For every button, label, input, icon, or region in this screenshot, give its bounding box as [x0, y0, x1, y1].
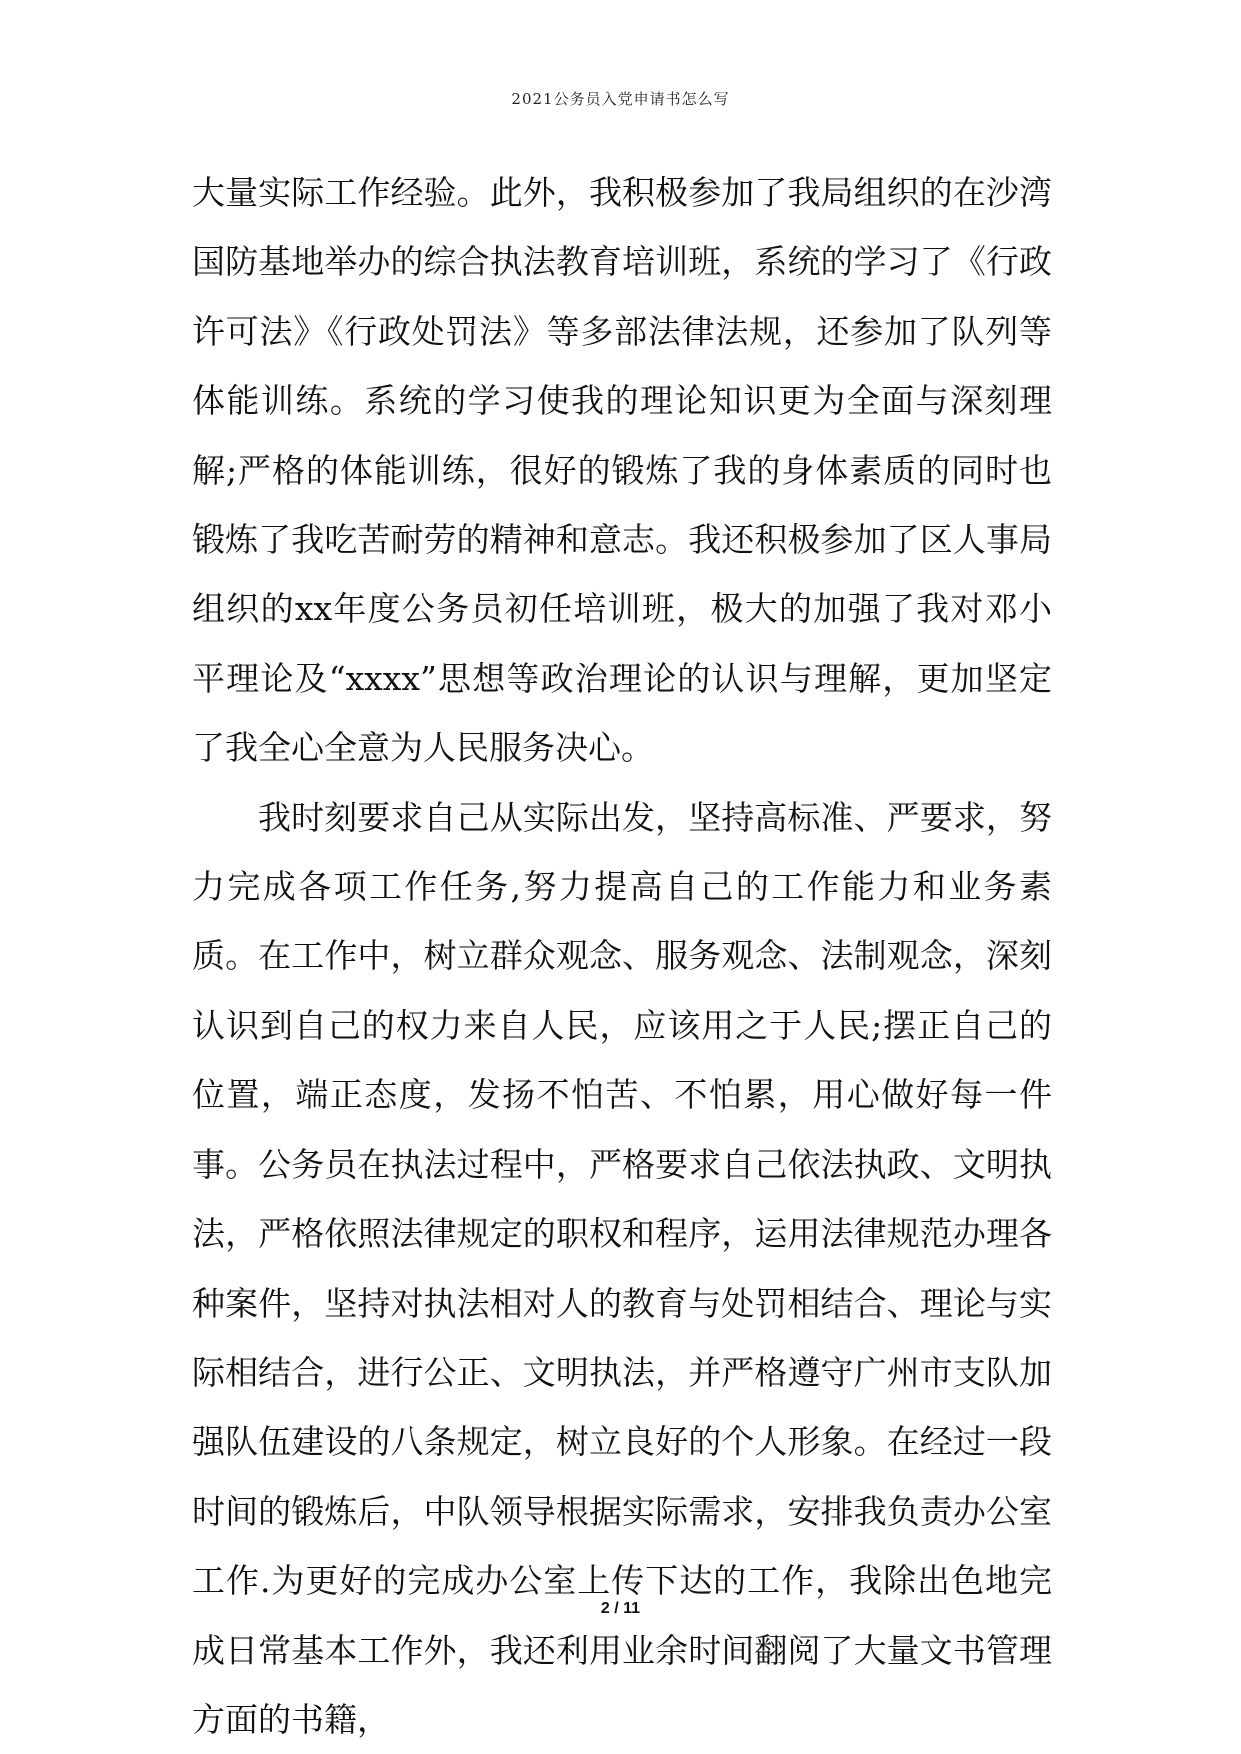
paragraph-1: 大量实际工作经验。此外，我积极参加了我局组织的在沙湾国防基地举办的综合执法教育培训班，系统的学习了《行政许可法》《行政处罚法》等多部法律法规，还参加了队列等体能训练。系统的学习使我的理论知识更为全面与深刻理解;严格的体能训练，很好的锻炼了我的身体素质的同时也锻炼了我吃苦耐劳的精神和意志。我还积极参加了区人事局组织的xx年度公务员初任培训班，极大的加强了我对邓小平理论及“xxxx”思想等政治理论的认识与理解，更加坚定了我全心全意为人民服务决心。	[192, 173, 1052, 768]
document-body	[192, 158, 1052, 1754]
paragraph-2: 我时刻要求自己从实际出发，坚持高标准、严要求，努力完成各项工作任务,努力提高自己的工作能力和业务素质。在工作中，树立群众观念、服务观念、法制观念，深刻认识到自己的权力来自人民，应该用之于人民;摆正自己的位置，端正态度，发扬不怕苦、不怕累，用心做好每一件事。公务员在执法过程中，严格要求自己依法执政、文明执法，严格依照法律规定的职权和程序，运用法律规范办理各种案件，坚持对执法相对人的教育与处罚相结合、理论与实际相结合，进行公正、文明执法，并严格遵守广州市支队加强队伍建设的八条规定，树立良好的个人形象。在经过一段时间的锻炼后，中队领导根据实际需求，安排我负责办公室工作.为更好的完成办公室上传下达的工作，我除出色地完成日常基本工作外，我还利用业余时间翻阅了大量文书管理方面的书籍，	[192, 797, 1052, 1739]
page-number: 2 / 11	[600, 1600, 641, 1617]
page-header: 2021公务员入党申请书怎么写	[511, 90, 730, 108]
